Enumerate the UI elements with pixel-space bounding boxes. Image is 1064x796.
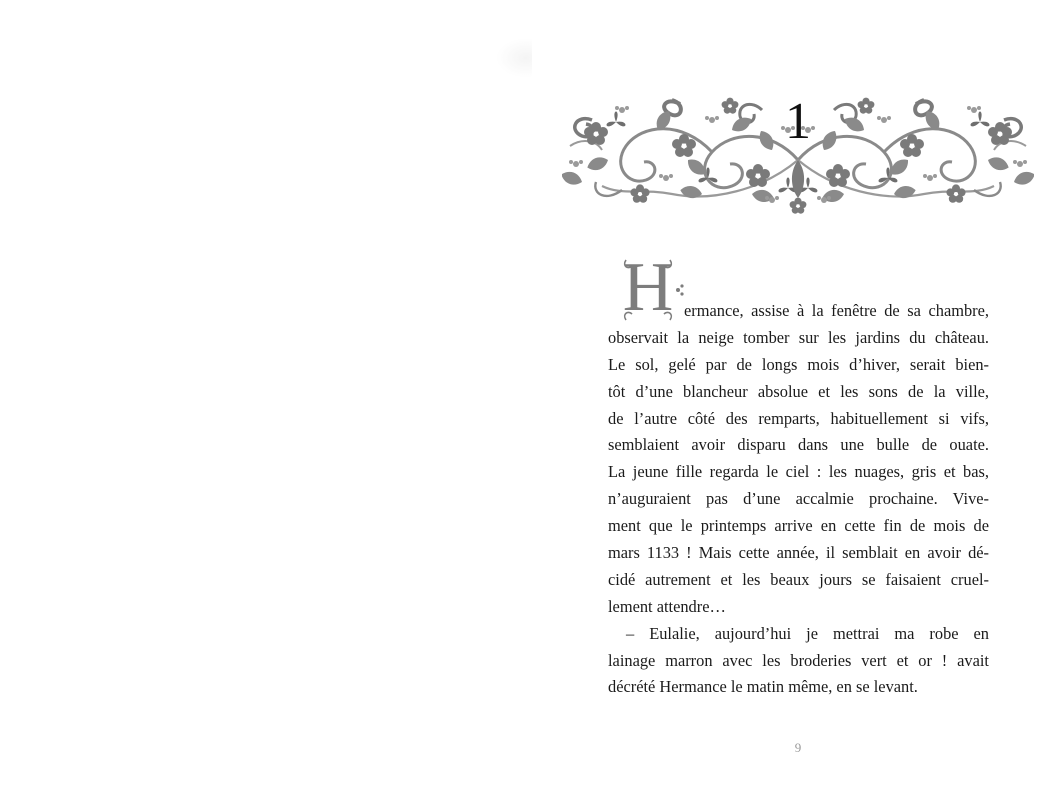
- dropcap-letter: H: [622, 249, 674, 326]
- text-line: cidé autrement et les beaux jours se faisaient cruel-: [608, 569, 989, 589]
- text-line: de l’autre côté des remparts, habituellement si vifs,: [608, 408, 989, 428]
- text-line: lainage marron avec les broderies vert et or ! avait: [608, 650, 989, 670]
- text-line: ment que le printemps arrive en cette fin de mois de: [608, 516, 989, 536]
- text-line: La jeune fille regarda le ciel : les nuages, gris et bas,: [608, 462, 989, 482]
- text-line: semblaient avoir disparu dans une bulle de ouate.: [608, 435, 989, 455]
- text-line: – Eulalie, aujourd’hui je mettrai ma robe en: [626, 623, 989, 643]
- text-line: n’auguraient pas d’une accalmie prochaine. Vive-: [608, 489, 989, 509]
- text-line: tôt d’une blancheur absolue et les sons de la ville,: [608, 381, 989, 401]
- chapter-body-text: [608, 298, 989, 701]
- text-line: Le sol, gelé par de longs mois d’hiver, serait bien-: [608, 354, 989, 374]
- text-line: observait la neige tomber sur les jardins du château.: [608, 327, 989, 347]
- page-number: 9: [794, 740, 802, 755]
- text-line: ermance, assise à la fenêtre de sa chambre,: [684, 301, 989, 320]
- text-line: décrété Hermance le matin même, en se levant.: [608, 677, 918, 697]
- text-line: mars 1133 ! Mais cette année, il semblait en avoir dé-: [608, 543, 989, 563]
- chapter-number: 1: [785, 93, 811, 150]
- text-line: lement attendre…: [608, 596, 726, 616]
